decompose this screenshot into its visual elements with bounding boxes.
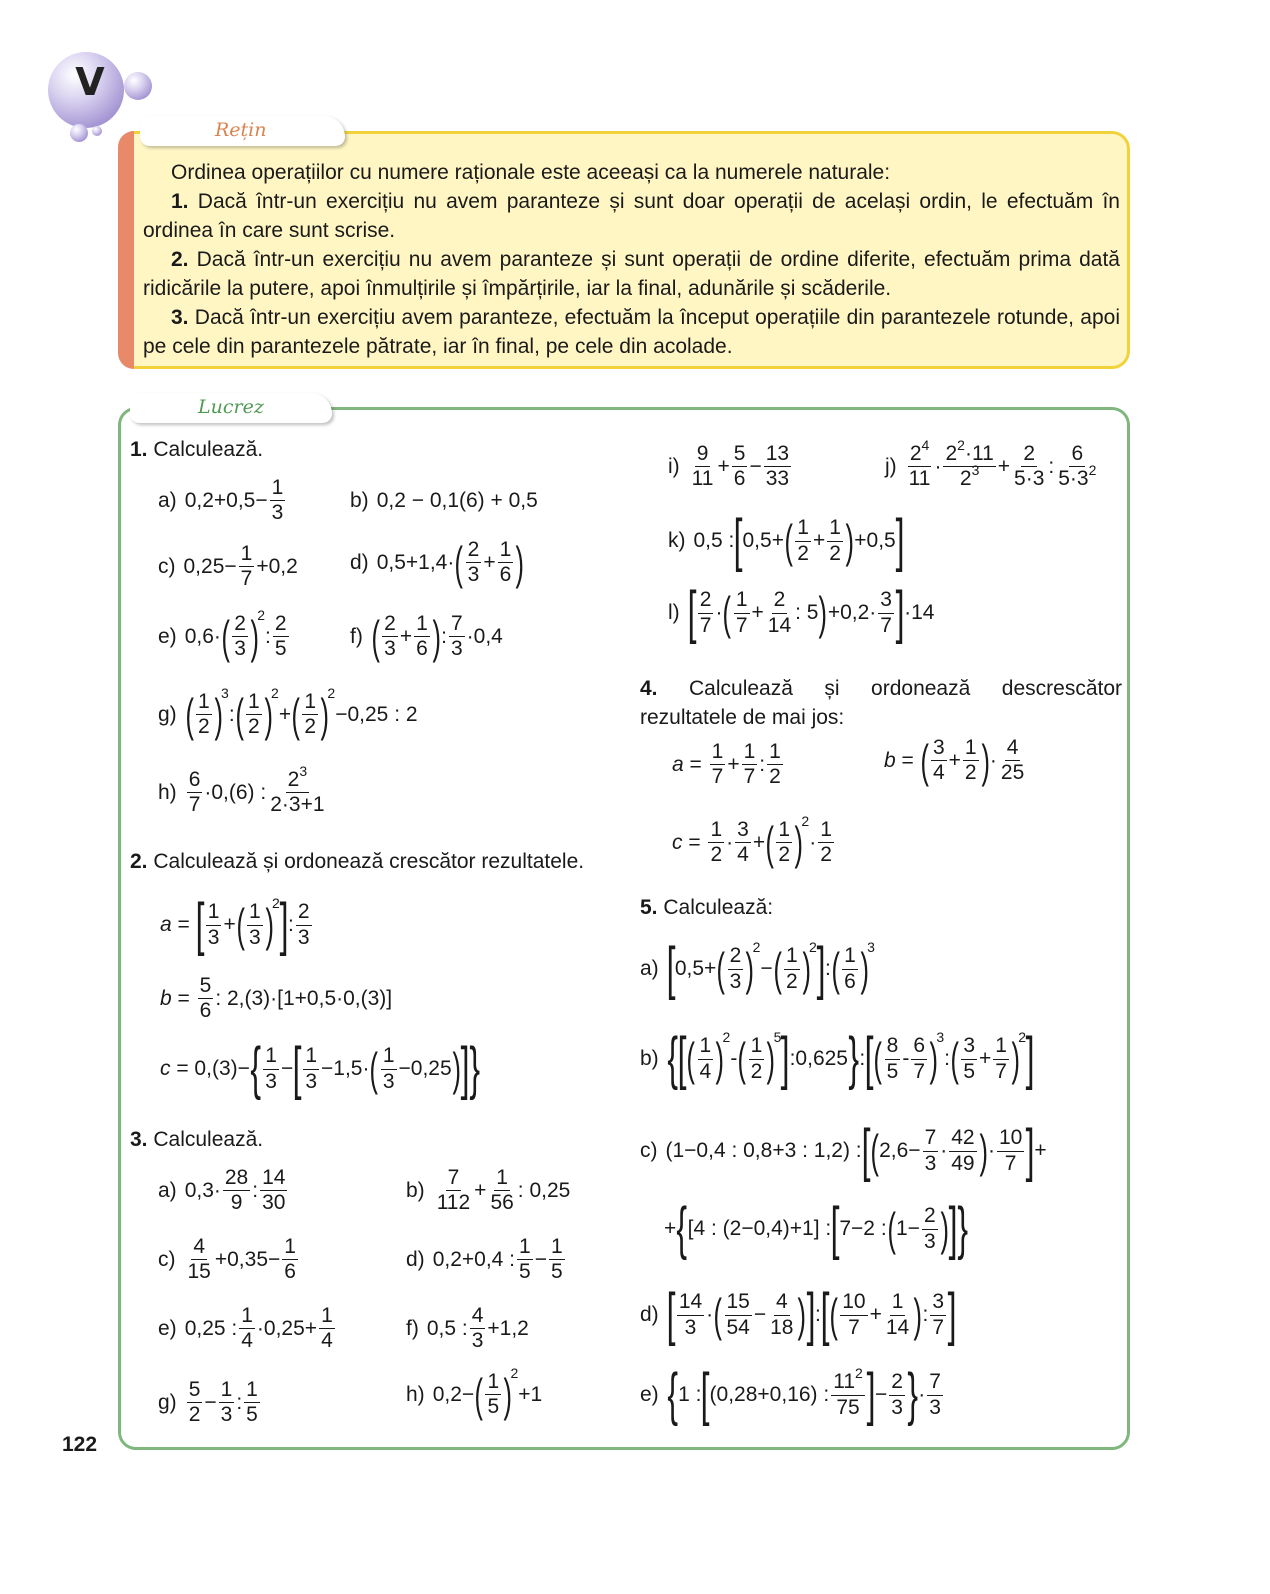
exercise-1-heading: 1. Calculează.: [130, 438, 264, 461]
ex5-e: e) { 1 : [ (0,28+0,16) : $11^2$ 75 ] − 2 3 } · 7 3: [640, 1362, 941, 1427]
ex1-e: e) 0,6· ( 2 3 ) 2 : 2 5: [158, 606, 287, 663]
ex5-b: b) { [ ( 1 4 ) 2 - ( 1 2 ) 5 ] :0,625 } : [ ( 8 5 - 6 7 ) 3 : ( 3 5 + 1 7 ) 2 ]: [640, 1026, 1035, 1091]
exercise-4-heading: 4. Calculează și ordonează descrescător rezultatele de mai jos:: [640, 677, 1122, 729]
page-number: 122: [62, 1433, 98, 1456]
ex5-c-line1: c) (1−0,4 : 0,8+3 : 1,2) : [ ( 2,6− 7 3 · 42 49 ) · 10 7 ] +: [640, 1118, 1047, 1183]
retin-tab: [140, 116, 345, 146]
ex3-k: k) 0,5 : [ 0,5+ ( 1 2 + 1 2 ) +0,5 ]: [668, 508, 905, 573]
ex3-e: e) 0,25 : 1 4 ·0,25+ 1 4: [158, 1304, 333, 1353]
ex3-j: j) $2^4$ 11 · $2^2\cdot 11$ $2^3$ + 2 5·3 : 6 $5\cdot 3^2$: [885, 437, 1097, 491]
ex2-c: c = 0,(3)− { 1 3 − [ 1 3 −1,5· ( 1 3 −0,25 ) ] }: [160, 1036, 481, 1101]
retin-rule-1: 1. Dacă într-un exercițiu nu avem paranteze și sunt doar operații de același ordin, le efectuăm în ordinea în care sunt scrise.: [143, 190, 1120, 242]
retin-intro: Ordinea operațiilor cu numere raționale este aceeași ca la numerele naturale:: [171, 161, 891, 184]
ex3-g: g) 5 2 − 1 3 : 1 5: [158, 1378, 258, 1427]
ex1-g: g) ( 1 2 ) 3 : ( 1 2 ) 2 + ( 1 2 ) 2 −0,25 : 2: [158, 684, 418, 741]
ex5-c-line2: + { [4 : (2−0,4)+1] : [ 7−2 : ( 1− 2 3 ) ] }: [664, 1196, 969, 1261]
exercise-5-heading: 5. Calculează:: [640, 896, 774, 919]
ex3-c: c) 4 15 +0,35− 1 6: [158, 1235, 296, 1284]
ex3-f: f) 0,5 : 4 3 +1,2: [406, 1304, 529, 1353]
retin-rule-3: 3. Dacă într-un exercițiu avem paranteze, efectuăm la început operațiile din parantezele rotunde, apoi pe cele din parantezele pătrate, iar în final, pe cele din acolade.: [143, 306, 1120, 358]
ex3-a: a) 0,3· 28 9 : 14 30: [158, 1166, 286, 1215]
ex5-d: d) [ 14 3 · ( 15 54 − 4 18 ) ] : [ ( 10 7 + 1 14 ) : 3 7 ]: [640, 1282, 957, 1347]
exercise-3-heading: 3. Calculează.: [130, 1128, 264, 1151]
ex4-a: a = 1 7 + 1 7 : 1 2: [672, 740, 781, 789]
lucrez-title: Lucrez: [198, 396, 264, 418]
ex3-l: l) [ 2 7 · ( 1 7 + 2 14 : 5 ) +0,2· 3 7 ] ·14: [668, 580, 935, 645]
ex3-h: h) 0,2− ( 1 5 ) 2 +1: [406, 1364, 543, 1421]
exercise-2-heading: 2. Calculează și ordonează crescător rezultatele.: [130, 850, 585, 873]
ex3-d: d) 0,2+0,4 : 1 5 − 1 5: [406, 1235, 563, 1284]
ex1-d: d) 0,5+1,4· ( 2 3 + 1 6 ): [350, 536, 525, 589]
retin-title: Rețin: [215, 119, 267, 141]
ex2-b: b = 5 6 : 2,(3)·[1+0,5·0,(3)]: [160, 974, 393, 1023]
ex3-b: b) 7 112 + 1 56 : 0,25: [406, 1166, 571, 1215]
ex1-f: f) ( 2 3 + 1 6 ) : 7 3 ·0,4: [350, 610, 503, 663]
ex1-b: b) 0,2 − 0,1(6) + 0,5: [350, 489, 538, 512]
ex3-i: i) 9 11 + 5 6 − 13 33: [668, 442, 790, 491]
ex4-c: c = 1 2 · 3 4 + ( 1 2 ) 2 · 1 2: [672, 812, 832, 869]
ex1-c: c) 0,25− 1 7 +0,2: [158, 542, 298, 591]
retin-text: [143, 158, 1120, 361]
badge-small-bubble: [124, 72, 152, 100]
badge-small-bubble: [92, 126, 102, 136]
ex4-b: b = ( 3 4 + 1 2 ) · 4 25: [884, 734, 1025, 787]
unit-letter: V: [75, 60, 105, 104]
lucrez-tab: [130, 393, 332, 423]
ex5-a: a) [ 0,5+ ( 2 3 ) 2 − ( 1 2 ) 2 ] : ( 1 6 ) 3: [640, 936, 875, 1001]
retin-rule-2: 2. Dacă într-un exercițiu nu avem paranteze și sunt operații de ordine diferite, efectuăm prima dată ridicările la putere, apoi înmulțirile și împărțirile, iar la final, adunările și scăderile.: [143, 248, 1120, 300]
retin-stripe: [118, 131, 134, 369]
ex1-a: a) 0,2+0,5− 1 3: [158, 476, 284, 525]
ex1-h: h) 6 7 ·0,(6) : $2^3$ 2·3+1: [158, 763, 325, 817]
badge-small-bubble: [70, 124, 88, 142]
ex2-a: a = [ 1 3 + ( 1 3 ) 2 ] : 2 3: [160, 892, 310, 957]
